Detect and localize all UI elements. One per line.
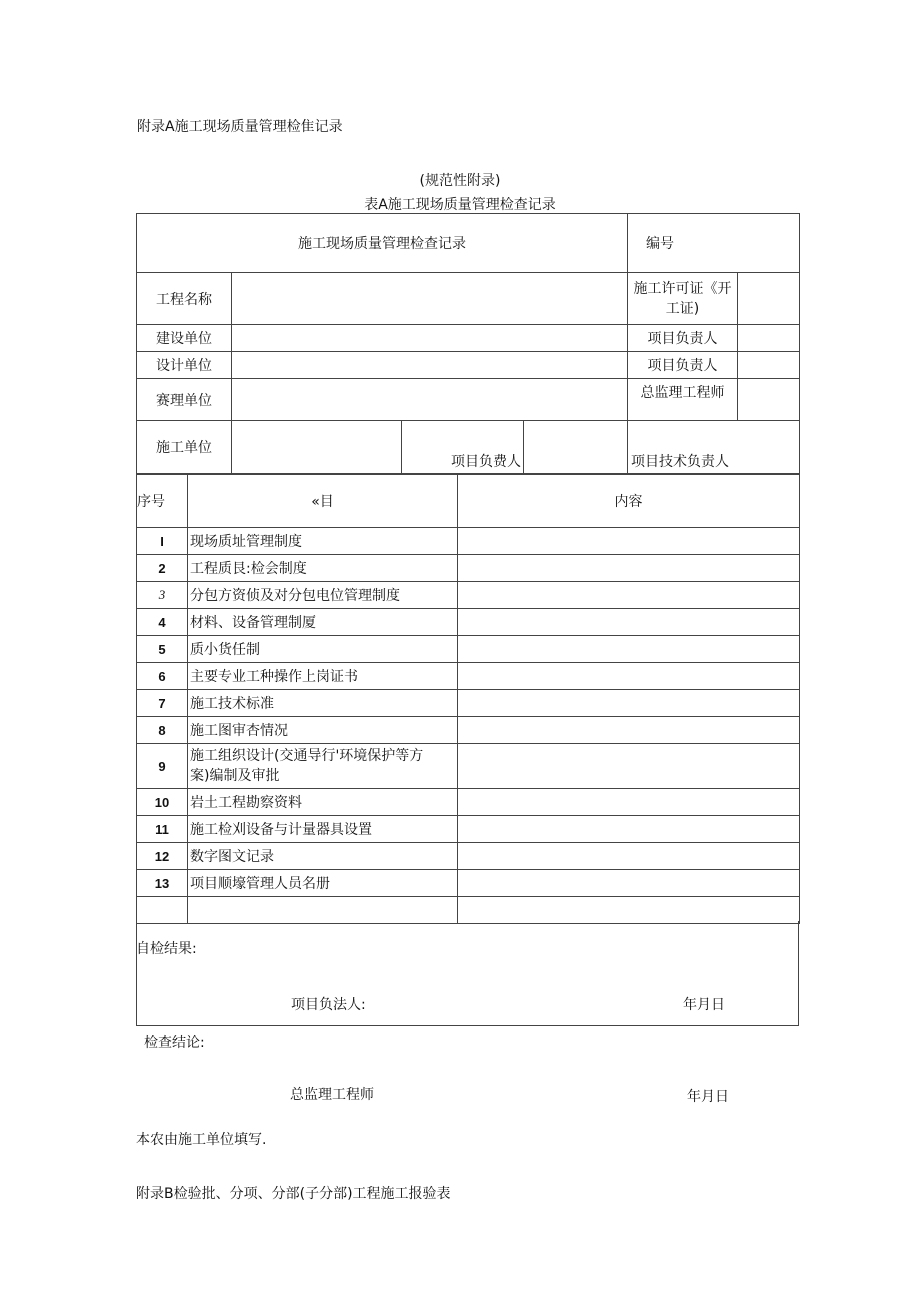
appendix-b-heading: 附录B检验批、分项、分部(子分部)工程施工报验表 xyxy=(136,1186,451,1202)
header-no: 序号 xyxy=(137,494,165,510)
builder-manager-label-cell xyxy=(402,421,524,474)
table-row-empty xyxy=(137,897,800,924)
row-number: 5 xyxy=(137,636,188,663)
permit-label-line1: 施工许可证《开 xyxy=(633,280,732,297)
permit-field[interactable] xyxy=(738,273,800,325)
inspection-date-label: 年月日 xyxy=(687,1089,729,1105)
fill-note: 本农由施工单位填写. xyxy=(136,1132,267,1148)
row-content-field[interactable] xyxy=(458,816,800,843)
permit-label-line2: 工证) xyxy=(665,300,700,317)
builder-manager-field[interactable] xyxy=(524,421,628,474)
form-title: 施工现场质量管理检查记录 xyxy=(298,236,466,252)
row-number: 2 xyxy=(137,555,188,582)
design-unit-label-cell xyxy=(137,352,232,379)
row-item: 现场质址管理制度 xyxy=(188,528,458,555)
row-content-field[interactable] xyxy=(458,555,800,582)
row-number: I xyxy=(137,528,188,555)
builder-tech-manager-label: 项目技术负责人 xyxy=(631,454,730,470)
row-item: 施工检刈设备与计量器具设置 xyxy=(188,816,458,843)
table-row xyxy=(137,816,800,843)
construction-unit-label-cell xyxy=(137,325,232,352)
appendix-a-heading: 附录A施工现场质量管理检隹记录 xyxy=(137,119,343,135)
builder-manager-label: 项目负费人 xyxy=(451,454,521,470)
row-content-field[interactable] xyxy=(458,789,800,816)
permit-label-cell xyxy=(628,273,738,325)
form-title-cell xyxy=(137,214,628,273)
row-number: 11 xyxy=(137,816,188,843)
header-info-table xyxy=(136,213,800,474)
construction-manager-field[interactable] xyxy=(738,325,800,352)
row-number: 13 xyxy=(137,870,188,897)
row-number: 4 xyxy=(137,609,188,636)
row-item: 项目顺壕管理人员名册 xyxy=(188,870,458,897)
row-content-field[interactable] xyxy=(458,843,800,870)
items-table xyxy=(136,474,800,924)
builder-unit-label: 施工单位 xyxy=(156,440,212,456)
row-content-field[interactable] xyxy=(458,744,800,789)
row-content-field[interactable] xyxy=(458,636,800,663)
table-row xyxy=(137,744,800,789)
row-number: 6 xyxy=(137,663,188,690)
row-number: 8 xyxy=(137,717,188,744)
row-item: 材料、设备管理制厦 xyxy=(188,609,458,636)
row-item: 施工图审杏情况 xyxy=(188,717,458,744)
design-manager-label: 项目负责人 xyxy=(647,358,718,374)
design-manager-field[interactable] xyxy=(738,352,800,379)
table-row xyxy=(137,636,800,663)
chief-supervisor-label-cell xyxy=(628,379,738,421)
items-header-row xyxy=(137,475,800,528)
self-check-label: 自检结果: xyxy=(136,941,197,957)
inspection-label: 检查结论: xyxy=(144,1035,205,1051)
builder-tech-manager-label-cell xyxy=(628,421,800,474)
supervision-unit-field[interactable] xyxy=(232,379,628,421)
row-number: 10 xyxy=(137,789,188,816)
table-row xyxy=(137,609,800,636)
table-title: 表A施工现场质量管理检查记录 xyxy=(364,197,556,213)
table-row xyxy=(137,663,800,690)
self-check-date-label: 年月日 xyxy=(683,997,725,1013)
row-content-field[interactable] xyxy=(458,870,800,897)
row-number: 7 xyxy=(137,690,188,717)
row-item: 岩土工程勘察资料 xyxy=(188,789,458,816)
row-item: 质小货任制 xyxy=(188,636,458,663)
row-item: 工程质艮:检会制度 xyxy=(188,555,458,582)
row-item: 数字图文记录 xyxy=(188,843,458,870)
project-name-field[interactable] xyxy=(232,273,628,325)
row-content-field[interactable] xyxy=(458,609,800,636)
table-row xyxy=(137,555,800,582)
row-content-field[interactable] xyxy=(458,528,800,555)
row-content-field[interactable] xyxy=(458,582,800,609)
header-no-cell xyxy=(137,475,188,528)
form-number-cell xyxy=(628,214,800,273)
project-name-label-cell xyxy=(137,273,232,325)
chief-supervisor-field[interactable] xyxy=(738,379,800,421)
table-row xyxy=(137,717,800,744)
supervision-unit-label-cell xyxy=(137,379,232,421)
row-number: 12 xyxy=(137,843,188,870)
row-item: 施工技术标准 xyxy=(188,690,458,717)
chief-supervisor-label: 总监理工程师 xyxy=(640,385,725,401)
header-item: «目 xyxy=(311,494,334,510)
table-row xyxy=(137,843,800,870)
construction-unit-label: 建设单位 xyxy=(156,331,212,347)
row-number: 9 xyxy=(137,744,188,789)
design-manager-label-cell xyxy=(628,352,738,379)
builder-unit-label-cell xyxy=(137,421,232,474)
form-number-label: 编号 xyxy=(646,236,675,252)
table-row xyxy=(137,528,800,555)
row-item-line1: 施工组织设计(交通导行'环境保护等方 xyxy=(190,748,424,764)
construction-manager-label-cell xyxy=(628,325,738,352)
row-item-line2: 案)编制及审批 xyxy=(190,768,280,784)
construction-manager-label: 项目负责人 xyxy=(647,331,718,347)
row-item-field[interactable] xyxy=(188,897,458,924)
builder-unit-field[interactable] xyxy=(232,421,402,474)
row-number xyxy=(137,897,188,924)
row-item: 主要专业工种操作上岗证书 xyxy=(188,663,458,690)
row-item xyxy=(188,744,458,789)
row-content-field[interactable] xyxy=(458,663,800,690)
header-content: 内容 xyxy=(614,494,643,510)
design-unit-label: 设计单位 xyxy=(156,358,212,374)
table-row xyxy=(137,690,800,717)
table-row xyxy=(137,870,800,897)
table-row xyxy=(137,582,800,609)
supervision-unit-label: 赛理单位 xyxy=(156,392,212,409)
row-content-field[interactable] xyxy=(458,690,800,717)
design-unit-field[interactable] xyxy=(232,352,628,379)
inspection-signer-label: 总监理工程师 xyxy=(290,1087,374,1103)
self-check-signer-label: 项目负法人: xyxy=(291,997,366,1013)
row-number: 3 xyxy=(137,582,188,609)
header-content-cell xyxy=(458,475,800,528)
row-content-field[interactable] xyxy=(458,717,800,744)
construction-unit-field[interactable] xyxy=(232,325,628,352)
table-row xyxy=(137,789,800,816)
project-name-label: 工程名称 xyxy=(156,291,212,308)
subtitle: (规范性附录) xyxy=(419,173,501,189)
row-item: 分包方资侦及对分包电位管理制度 xyxy=(188,582,458,609)
header-item-cell xyxy=(188,475,458,528)
row-content-field[interactable] xyxy=(458,897,800,924)
